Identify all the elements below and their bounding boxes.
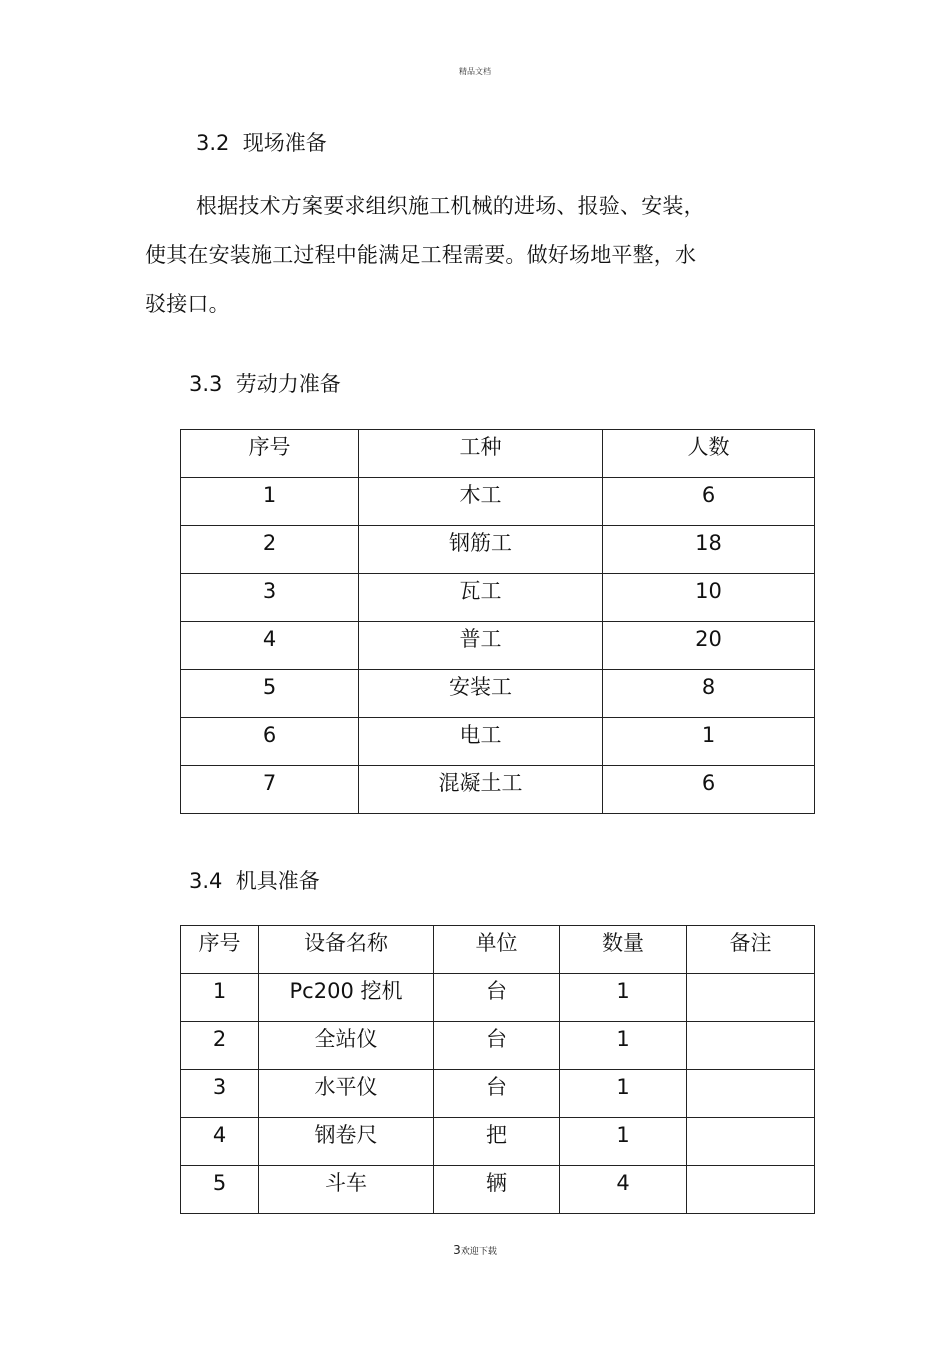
table-cell: 5	[181, 1166, 259, 1214]
table-cell: 瓦工	[359, 574, 603, 622]
table-cell: 1	[181, 974, 259, 1022]
table-row	[181, 766, 815, 814]
table-header-row	[181, 430, 815, 478]
header-cell: 人数	[603, 430, 815, 478]
paragraph-line-1: 根据技术方案要求组织施工机械的进场、报验、安装，	[196, 194, 705, 218]
table-cell: 5	[181, 670, 359, 718]
section-heading-3-3: 3.3 劳动力准备	[189, 372, 341, 396]
table-cell: 1	[560, 1118, 687, 1166]
section-heading-3-4: 3.4 机具准备	[189, 869, 320, 893]
table-cell: 6	[603, 478, 815, 526]
table-cell: 2	[181, 1022, 259, 1070]
table-cell: 全站仪	[259, 1022, 434, 1070]
table-cell: 4	[181, 1118, 259, 1166]
header-cell: 单位	[434, 926, 560, 974]
table-cell	[687, 974, 815, 1022]
table-cell: 4	[560, 1166, 687, 1214]
table-row	[181, 574, 815, 622]
table-cell: 斗车	[259, 1166, 434, 1214]
table-row	[181, 478, 815, 526]
table-cell: 3	[181, 574, 359, 622]
footer-tag: 欢迎下载	[460, 1247, 497, 1257]
table-cell: 8	[603, 670, 815, 718]
table-row	[181, 670, 815, 718]
table-header-row	[181, 926, 815, 974]
table-cell: 木工	[359, 478, 603, 526]
table-cell: 10	[603, 574, 815, 622]
table-cell: 2	[181, 526, 359, 574]
table-row	[181, 974, 815, 1022]
table-cell: 7	[181, 766, 359, 814]
table-cell: 把	[434, 1118, 560, 1166]
table-row	[181, 1022, 815, 1070]
table-cell: 1	[560, 1022, 687, 1070]
table-cell: 钢卷尺	[259, 1118, 434, 1166]
header-cell: 设备名称	[259, 926, 434, 974]
table-cell: 6	[181, 718, 359, 766]
table-cell: 1	[603, 718, 815, 766]
table-cell: 钢筋工	[359, 526, 603, 574]
header-cell: 序号	[181, 430, 359, 478]
table-cell: 水平仪	[259, 1070, 434, 1118]
table-cell: 6	[603, 766, 815, 814]
table-cell	[687, 1118, 815, 1166]
page-footer	[0, 1243, 950, 1257]
paragraph-line-3: 驳接口。	[145, 292, 230, 316]
table-cell	[687, 1166, 815, 1214]
equipment-table	[180, 925, 815, 1214]
table-cell: 1	[181, 478, 359, 526]
header-tag: 精品文档	[459, 67, 491, 76]
table-cell: Pc200 挖机	[259, 974, 434, 1022]
table-cell: 辆	[434, 1166, 560, 1214]
labor-table	[180, 429, 815, 814]
table-cell: 混凝土工	[359, 766, 603, 814]
table-cell: 安装工	[359, 670, 603, 718]
header-cell: 序号	[181, 926, 259, 974]
table-row	[181, 1118, 815, 1166]
header-cell: 数量	[560, 926, 687, 974]
table-cell: 台	[434, 1022, 560, 1070]
page-number: 3	[453, 1243, 461, 1257]
table-cell: 20	[603, 622, 815, 670]
table-cell: 18	[603, 526, 815, 574]
table-cell: 台	[434, 974, 560, 1022]
table-row	[181, 622, 815, 670]
table-row	[181, 718, 815, 766]
table-cell: 4	[181, 622, 359, 670]
table-cell: 3	[181, 1070, 259, 1118]
table-cell: 电工	[359, 718, 603, 766]
paragraph-line-2: 使其在安装施工过程中能满足工程需要。做好场地平整，水	[145, 243, 697, 267]
header-cell: 备注	[687, 926, 815, 974]
table-cell	[687, 1022, 815, 1070]
table-cell	[687, 1070, 815, 1118]
table-cell: 1	[560, 1070, 687, 1118]
header-cell: 工种	[359, 430, 603, 478]
section-heading-3-2: 3.2 现场准备	[196, 131, 327, 155]
table-cell: 1	[560, 974, 687, 1022]
table-row	[181, 1166, 815, 1214]
table-row	[181, 526, 815, 574]
table-cell: 普工	[359, 622, 603, 670]
table-row	[181, 1070, 815, 1118]
table-cell: 台	[434, 1070, 560, 1118]
